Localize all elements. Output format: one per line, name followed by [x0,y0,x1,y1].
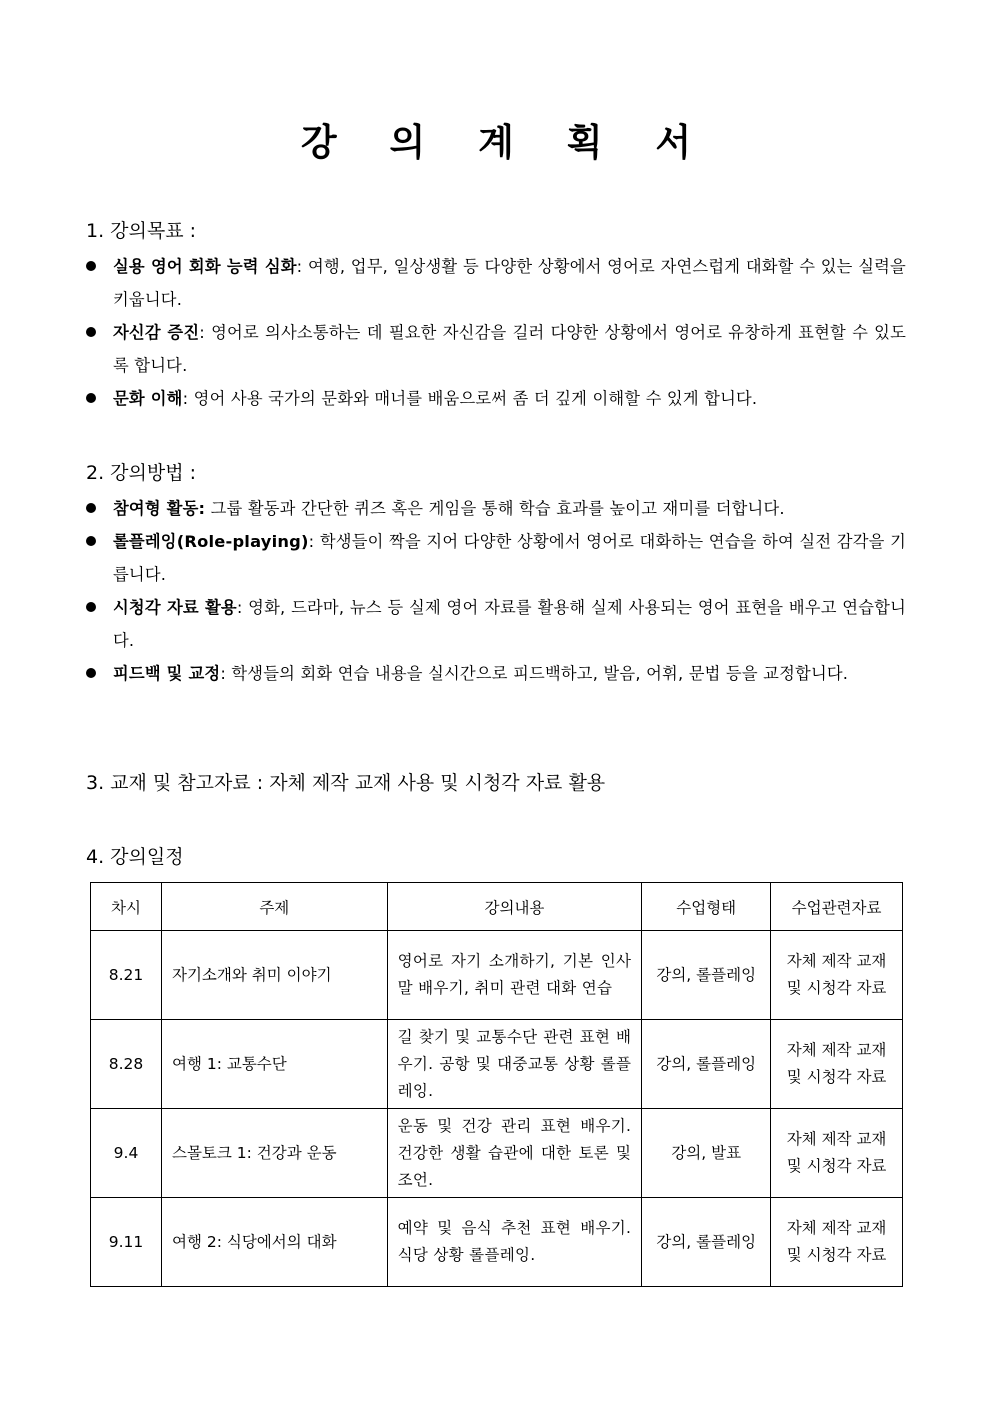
goal-item [86,316,906,382]
cell-topic: 자기소개와 취미 이야기 [161,931,387,1020]
cell-materials: 자체 제작 교재 및 시청각 자료 [771,1198,903,1287]
goal-item-title: 실용 영어 회화 능력 심화 [113,257,297,276]
cell-topic: 스몰토크 1: 건강과 운동 [161,1109,387,1198]
cell-session: 8.28 [91,1020,162,1109]
cell-materials: 자체 제작 교재 및 시청각 자료 [771,1109,903,1198]
schedule-table [90,882,903,1287]
cell-content: 운동 및 건강 관리 표현 배우기. 건강한 생활 습관에 대한 토론 및 조언. [387,1109,642,1198]
section-heading-materials: 3. 교재 및 참고자료 : 자체 제작 교재 사용 및 시청각 자료 활용 [86,772,606,794]
method-item-title: 롤플레잉(Role-playing) [113,532,309,551]
cell-topic: 여행 1: 교통수단 [161,1020,387,1109]
bullet-icon [86,393,96,403]
bullet-icon [86,536,96,546]
cell-content: 길 찾기 및 교통수단 관련 표현 배우기. 공항 및 대중교통 상황 롤플레잉. [387,1020,642,1109]
column-header-materials: 수업관련자료 [771,883,903,931]
method-item [86,492,906,525]
cell-materials: 자체 제작 교재 및 시청각 자료 [771,931,903,1020]
cell-session: 9.11 [91,1198,162,1287]
page-title: 강 의 계 획 서 [300,121,712,164]
table-header-row [91,883,903,931]
goal-item-text: : 영어 사용 국가의 문화와 매너를 배움으로써 좀 더 깊게 이해할 수 있게 합니다. [182,389,758,408]
bullet-icon [86,668,96,678]
table-row [91,931,903,1020]
cell-session: 9.4 [91,1109,162,1198]
cell-format: 강의, 롤플레잉 [642,1020,771,1109]
section-heading-schedule: 4. 강의일정 [86,846,184,868]
bullet-icon [86,503,96,513]
section-heading-goals: 1. 강의목표 : [86,220,197,242]
goal-item [86,382,906,415]
method-item [86,525,906,591]
bullet-icon [86,261,96,271]
column-header-topic: 주제 [161,883,387,931]
method-item-text: : 학생들이 짝을 지어 다양한 상황에서 영어로 대화하는 연습을 하여 실전 감각을 기릅니다. [113,532,906,584]
bullet-icon [86,327,96,337]
column-header-session: 차시 [91,883,162,931]
goal-item-text: : 여행, 업무, 일상생활 등 다양한 상황에서 영어로 자연스럽게 대화할 수 있는 실력을 키웁니다. [113,257,906,309]
column-header-format: 수업형태 [642,883,771,931]
column-header-content: 강의내용 [387,883,642,931]
cell-format: 강의, 발표 [642,1109,771,1198]
method-item [86,657,906,690]
cell-format: 강의, 롤플레잉 [642,1198,771,1287]
method-item-title: 피드백 및 교정 [113,664,221,683]
goal-item-text: : 영어로 의사소통하는 데 필요한 자신감을 길러 다양한 상황에서 영어로 유창하게 표현할 수 있도록 합니다. [113,323,906,375]
method-item-text: : 영화, 드라마, 뉴스 등 실제 영어 자료를 활용해 실제 사용되는 영어 표현을 배우고 연습합니다. [113,598,907,650]
methods-list [86,492,906,690]
table-row [91,1109,903,1198]
cell-content: 예약 및 음식 추천 표현 배우기. 식당 상황 롤플레잉. [387,1198,642,1287]
bullet-icon [86,602,96,612]
method-item [86,591,906,657]
method-item-title: 시청각 자료 활용 [113,598,237,617]
goal-item-title: 자신감 증진 [113,323,200,342]
method-item-text: : 학생들의 회화 연습 내용을 실시간으로 피드백하고, 발음, 어휘, 문법 등을 교정합니다. [220,664,849,683]
goal-item [86,250,906,316]
table-row [91,1020,903,1109]
cell-session: 8.21 [91,931,162,1020]
goal-item-title: 문화 이해 [113,389,183,408]
method-item-text: 그룹 활동과 간단한 퀴즈 혹은 게임을 통해 학습 효과를 높이고 재미를 더합니다. [205,499,785,518]
cell-format: 강의, 롤플레잉 [642,931,771,1020]
section-heading-methods: 2. 강의방법 : [86,462,197,484]
cell-materials: 자체 제작 교재 및 시청각 자료 [771,1020,903,1109]
cell-topic: 여행 2: 식당에서의 대화 [161,1198,387,1287]
method-item-title: 참여형 활동: [113,499,206,518]
goals-list [86,250,906,415]
cell-content: 영어로 자기 소개하기, 기본 인사말 배우기, 취미 관련 대화 연습 [387,931,642,1020]
table-row [91,1198,903,1287]
